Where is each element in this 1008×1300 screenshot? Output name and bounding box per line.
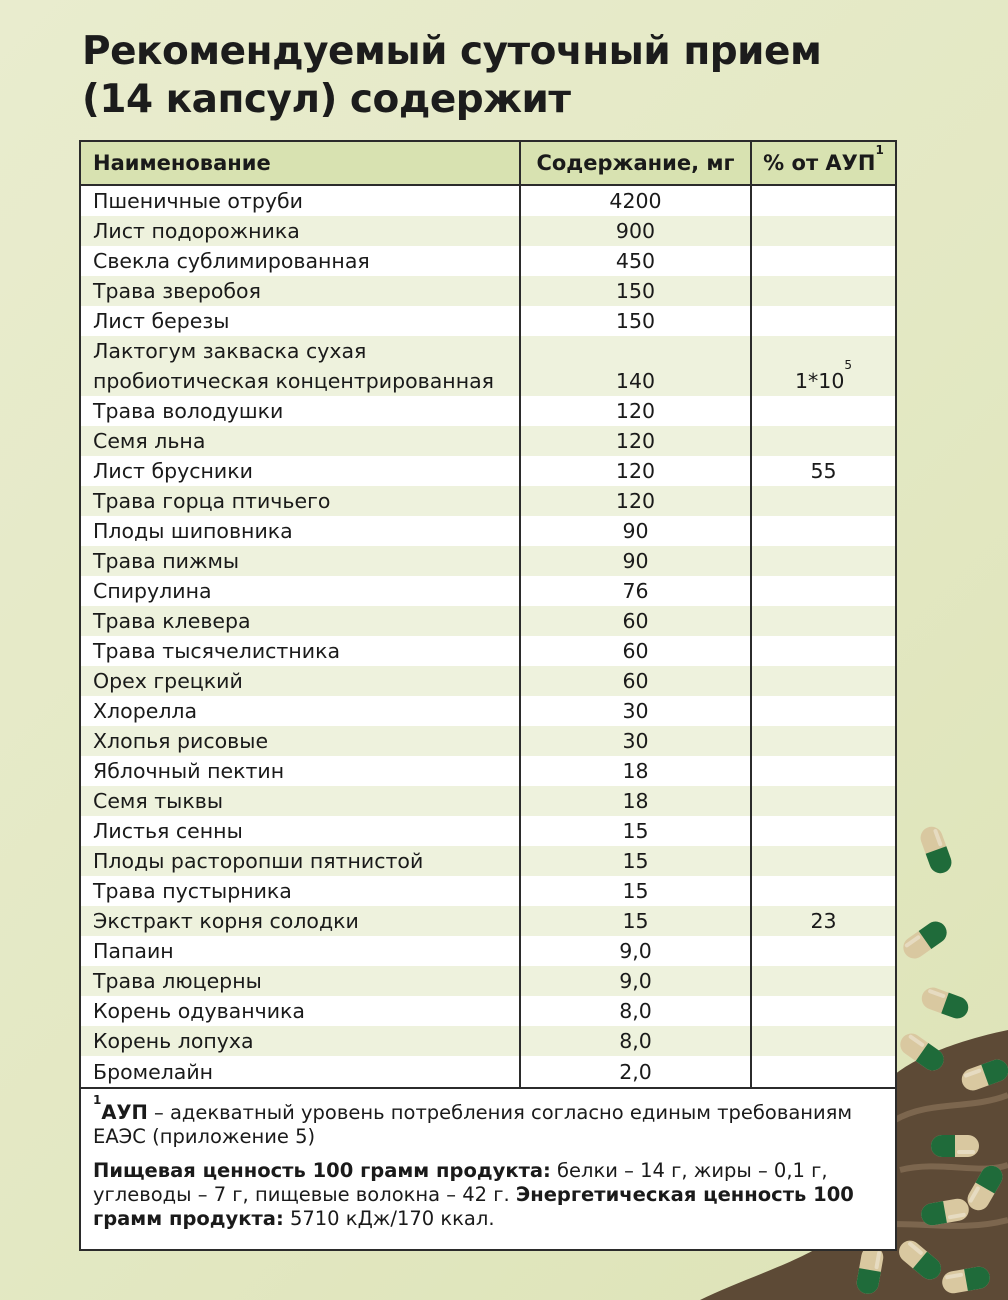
ingredient-amount: 90	[520, 516, 751, 546]
ingredient-amount: 18	[520, 756, 751, 786]
table-row	[81, 756, 895, 786]
ingredient-name: Трава горца птичьего	[81, 486, 520, 516]
ingredient-name: Семя льна	[81, 426, 520, 456]
ingredient-name: Лист подорожника	[81, 216, 520, 246]
table-row	[81, 185, 895, 216]
table-row	[81, 576, 895, 606]
ingredient-amount: 30	[520, 726, 751, 756]
ingredient-amount: 15	[520, 816, 751, 846]
ingredient-name: Лист березы	[93, 309, 230, 333]
table-row	[81, 426, 895, 456]
ingredient-amount: 15	[520, 906, 751, 936]
table-row	[81, 336, 895, 396]
ingredient-percent	[751, 816, 895, 846]
ingredient-percent	[751, 1056, 895, 1087]
ingredient-name: Трава пижмы	[81, 546, 520, 576]
ingredient-percent	[751, 726, 895, 756]
ingredient-name: Трава пустырника	[93, 879, 292, 903]
ingredient-name: Пшеничные отруби	[93, 189, 303, 213]
header-name: Наименование	[81, 142, 520, 185]
ingredient-percent	[751, 576, 895, 606]
ingredient-name: Трава тысячелистника	[93, 639, 341, 663]
table-row	[81, 726, 895, 756]
table-row	[81, 306, 895, 336]
ingredient-amount: 76	[520, 576, 751, 606]
title-line-1: Рекомендуемый суточный прием	[82, 29, 822, 74]
ingredient-name: Бромелайн	[93, 1060, 214, 1084]
ingredient-percent	[751, 546, 895, 576]
table-row	[81, 996, 895, 1026]
ingredient-percent	[751, 426, 895, 456]
ingredient-percent: 23	[751, 906, 895, 936]
ingredient-percent	[751, 696, 895, 726]
ingredient-name: Свекла сублимированная	[93, 249, 370, 273]
table-row	[81, 696, 895, 726]
header-percent-label: % от АУП	[763, 151, 876, 175]
composition-table	[81, 142, 895, 1087]
ingredient-name: Трава клевера	[81, 606, 520, 636]
ingredient-amount: 120	[520, 486, 751, 516]
table-row	[81, 786, 895, 816]
ingredient-amount: 60	[520, 606, 751, 636]
table-row	[81, 216, 895, 246]
ingredient-amount: 4200	[520, 185, 751, 216]
ingredient-percent	[751, 1026, 895, 1056]
ingredient-name: Плоды расторопши пятнистой	[81, 846, 520, 876]
ingredient-amount: 18	[520, 786, 751, 816]
ingredient-name-line-1: Лактогум закваска сухая	[93, 339, 367, 363]
ingredient-name: Яблочный пектин	[93, 759, 285, 783]
ingredient-percent	[751, 396, 895, 426]
ingredient-percent	[751, 666, 895, 696]
composition-card	[79, 140, 897, 1251]
ingredient-amount: 60	[520, 636, 751, 666]
table-row	[81, 876, 895, 906]
ingredient-amount: 30	[520, 696, 751, 726]
ingredient-percent	[751, 876, 895, 906]
ingredient-percent	[751, 756, 895, 786]
table-row	[81, 906, 895, 936]
table-row	[81, 516, 895, 546]
ingredient-amount: 8,0	[520, 996, 751, 1026]
ingredient-percent	[751, 486, 895, 516]
ingredient-amount: 150	[520, 306, 751, 336]
ingredient-name	[81, 336, 520, 396]
capsule-icon	[919, 984, 972, 1021]
ingredient-name: Трава зверобоя	[81, 276, 520, 306]
capsule-icon	[899, 917, 951, 963]
ingredient-percent	[751, 936, 895, 966]
table-row	[81, 606, 895, 636]
table-row	[81, 666, 895, 696]
ingredient-name: Листья сенны	[93, 819, 243, 843]
ingredient-amount: 90	[520, 546, 751, 576]
ingredient-name: Корень лопуха	[81, 1026, 520, 1056]
ingredient-percent	[751, 786, 895, 816]
nutrition-info	[93, 1159, 883, 1231]
table-row	[81, 456, 895, 486]
ingredient-amount: 2,0	[520, 1056, 751, 1087]
footnotes	[81, 1087, 895, 1231]
ingredient-name: Корень одуванчика	[93, 999, 305, 1023]
table-row	[81, 246, 895, 276]
title-line-2: (14 капсул) содержит	[82, 77, 571, 122]
energy-text: 5710 кДж/170 ккал.	[283, 1207, 495, 1230]
ingredient-amount: 900	[520, 216, 751, 246]
footnote-term: АУП	[101, 1101, 148, 1124]
ingredient-name: Хлопья рисовые	[81, 726, 520, 756]
ingredient-amount: 140	[520, 336, 751, 396]
ingredient-percent	[751, 516, 895, 546]
ingredient-name: Трава володушки	[93, 399, 284, 423]
ingredient-name-line-2: пробиотическая концентрированная	[93, 369, 494, 393]
footnote-text: – адекватный уровень потребления согласно единым требованиям ЕАЭС (приложение 5)	[93, 1101, 853, 1148]
table-row	[81, 546, 895, 576]
ingredient-name: Семя тыквы	[81, 786, 520, 816]
ingredient-amount: 8,0	[520, 1026, 751, 1056]
table-row	[81, 1026, 895, 1056]
ingredient-percent: 55	[751, 456, 895, 486]
table-row	[81, 816, 895, 846]
percent-value: 1*10	[794, 369, 845, 393]
header-amount: Содержание, мг	[520, 142, 751, 185]
ingredient-amount: 60	[520, 666, 751, 696]
ingredient-amount: 15	[520, 876, 751, 906]
nutrition-label: Пищевая ценность 100 грамм продукта:	[93, 1159, 551, 1182]
table-row	[81, 1056, 895, 1087]
ingredient-name: Орех грецкий	[81, 666, 520, 696]
ingredient-amount: 120	[520, 426, 751, 456]
ingredient-name: Трава люцерны	[81, 966, 520, 996]
ingredient-percent	[751, 996, 895, 1026]
footnote-marker: 1	[93, 1093, 102, 1107]
table-row	[81, 486, 895, 516]
percent-exponent: 5	[844, 358, 853, 372]
ingredient-amount: 120	[520, 396, 751, 426]
header-percent-sup: 1	[875, 143, 884, 157]
ingredient-percent	[751, 606, 895, 636]
ingredient-percent	[751, 636, 895, 666]
table-header-row	[81, 142, 895, 185]
ingredient-percent	[751, 276, 895, 306]
table-row	[81, 636, 895, 666]
ingredient-amount: 150	[520, 276, 751, 306]
ingredient-amount: 120	[520, 456, 751, 486]
capsule-icon	[931, 1135, 979, 1157]
capsule-icon	[917, 824, 954, 877]
table-row	[81, 276, 895, 306]
ingredient-percent	[751, 185, 895, 216]
table-row	[81, 846, 895, 876]
table-row	[81, 966, 895, 996]
table-row	[81, 396, 895, 426]
ingredient-amount: 450	[520, 246, 751, 276]
ingredient-name: Хлорелла	[93, 699, 198, 723]
footnote-aup	[93, 1093, 883, 1149]
ingredient-amount: 15	[520, 846, 751, 876]
ingredient-amount: 9,0	[520, 936, 751, 966]
ingredient-percent	[751, 336, 895, 396]
ingredient-percent	[751, 846, 895, 876]
ingredient-name: Папаин	[93, 939, 174, 963]
ingredient-percent	[751, 306, 895, 336]
ingredient-percent	[751, 216, 895, 246]
ingredient-name: Плоды шиповника	[93, 519, 293, 543]
energy-label: Энергетическая ценность 100 грамм продукта:	[93, 1183, 854, 1230]
table-row	[81, 936, 895, 966]
nutrition-text: белки – 14 г, жиры – 0,1 г, углеводы – 7 г, пищевые волокна – 42 г.	[93, 1159, 828, 1206]
ingredient-name: Лист брусники	[93, 459, 253, 483]
ingredient-percent	[751, 966, 895, 996]
ingredient-name: Экстракт корня солодки	[81, 906, 520, 936]
ingredient-name: Спирулина	[93, 579, 212, 603]
ingredient-amount: 9,0	[520, 966, 751, 996]
ingredient-percent	[751, 246, 895, 276]
header-percent	[751, 142, 895, 185]
